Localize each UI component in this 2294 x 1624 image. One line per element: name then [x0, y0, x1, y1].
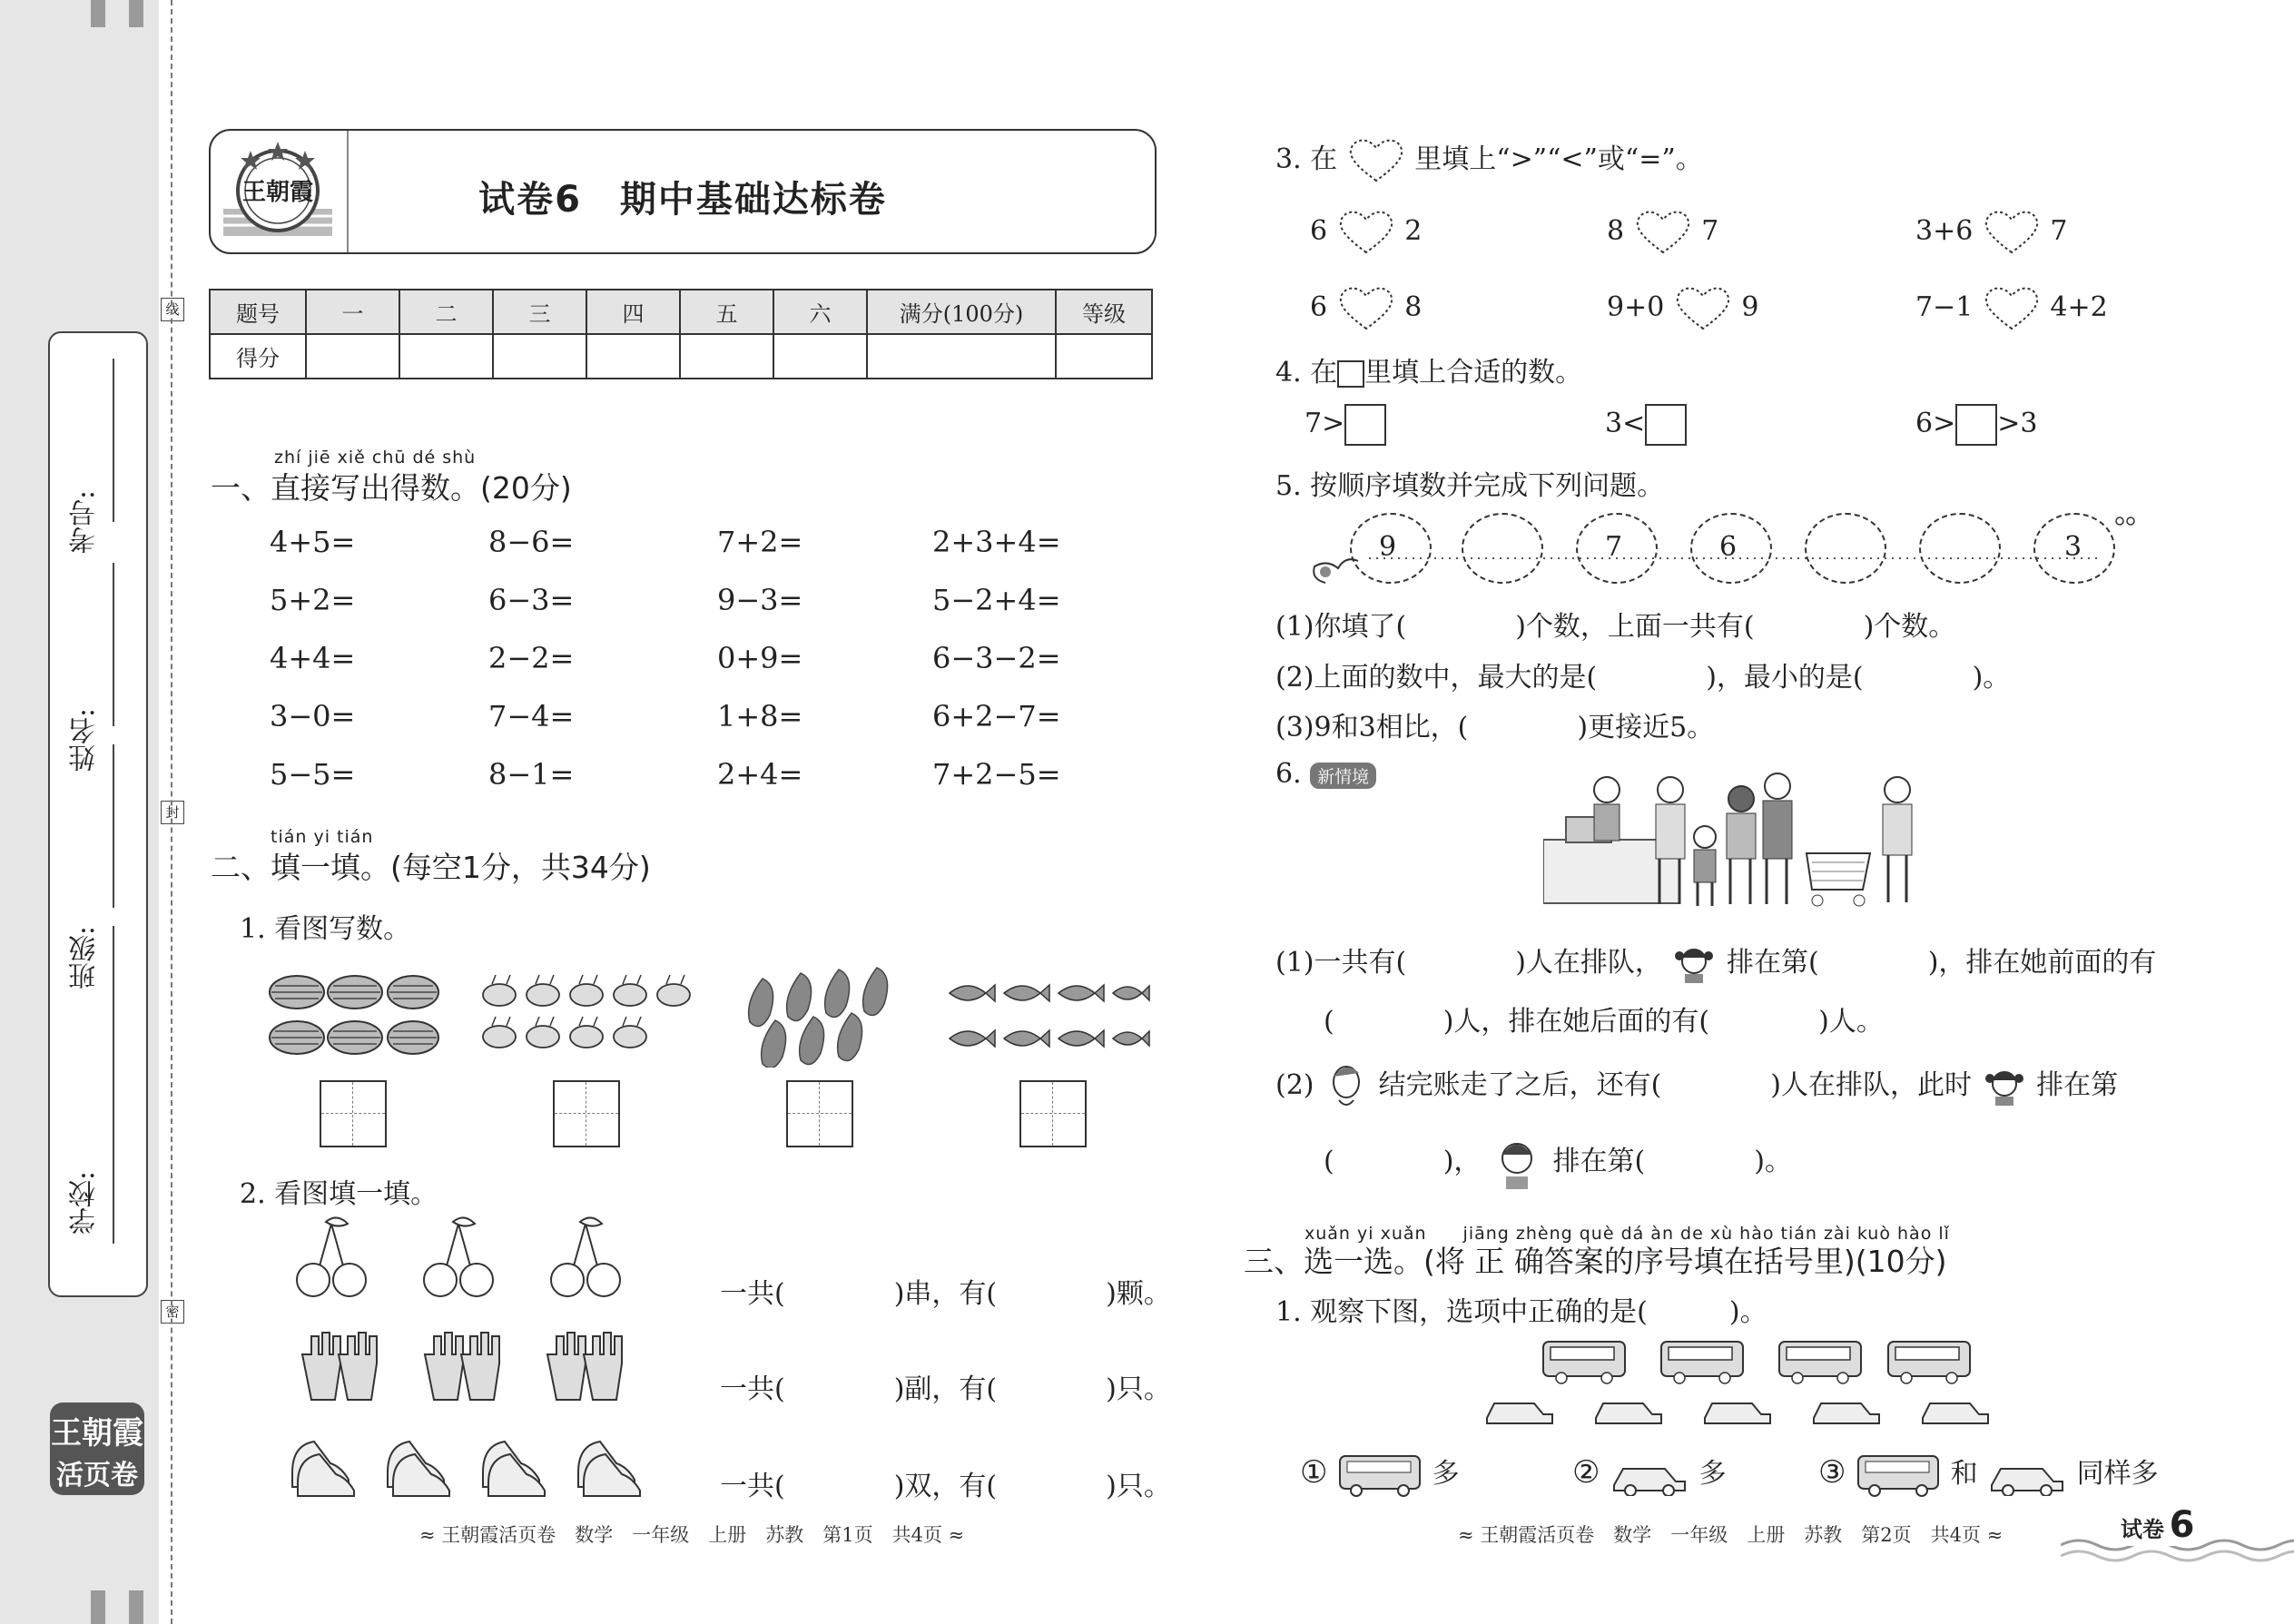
q3-item [1607, 283, 1759, 334]
q3-prefix: 3. 在 [1275, 143, 1338, 175]
score-header-cell: 等级 [1056, 290, 1152, 334]
brand-line1: 王朝霞 [51, 1415, 143, 1452]
q6-header [1275, 758, 1376, 790]
section2-q1: 1. 看图写数。 [240, 913, 411, 945]
equation: 7+2−5= [932, 757, 1061, 792]
heart-blank[interactable] [1982, 207, 2042, 258]
equation: 0+9= [717, 641, 803, 675]
q3-left: 8 [1607, 215, 1625, 247]
q3-right: 7 [1701, 215, 1719, 247]
bus-icon [1336, 1451, 1423, 1500]
option-3[interactable] [1818, 1451, 2159, 1500]
score-header-cell: 三 [493, 290, 586, 334]
section1-pinyin: zhí jiē xiě chū dé shù [274, 448, 477, 468]
number-circle[interactable] [1919, 513, 2001, 584]
heart-blank[interactable] [1633, 207, 1693, 258]
q4-prefix: 4. 在 [1275, 357, 1338, 389]
title-box [209, 129, 1157, 254]
circle-number: 6 [1719, 531, 1738, 563]
brand-badge [50, 1403, 144, 1495]
paper-tag-label: 试卷 [2121, 1517, 2164, 1542]
boy-icon [1490, 1135, 1544, 1191]
q2-line: 一共( )双，有( )只。 [720, 1471, 1171, 1502]
pepper-icon [744, 960, 899, 1068]
heart-blank[interactable] [1336, 283, 1396, 334]
equation: 1+8= [717, 699, 803, 733]
name-label: 姓名: [69, 708, 101, 773]
paper-tag-number: 6 [2169, 1504, 2195, 1546]
q3-item [1310, 283, 1422, 334]
option-text: 同样多 [2076, 1458, 2159, 1490]
paper-tag [2115, 1504, 2200, 1546]
q6-l4a: ( )， [1324, 1146, 1482, 1177]
student-info-box [48, 331, 148, 1297]
q3-left: 3+6 [1915, 215, 1974, 247]
q4-item [1305, 404, 1386, 446]
answer-grid[interactable] [1019, 1080, 1087, 1147]
option-mark: ② [1572, 1454, 1600, 1491]
score-cell[interactable] [867, 334, 1056, 379]
car-icon [1986, 1454, 2068, 1496]
bus-icon [1855, 1451, 1942, 1500]
option-mark: ① [1300, 1454, 1328, 1491]
section3-title: 三、选一选。(将 正 确答案的序号填在括号里)(10分) [1244, 1244, 1947, 1279]
equation: 8−1= [488, 757, 575, 792]
girl-icon [1981, 1066, 2028, 1107]
number-circle[interactable] [1805, 513, 1886, 584]
school-field[interactable] [113, 926, 114, 1244]
cut-mark-seal: 封 [161, 801, 184, 824]
q3-right: 2 [1404, 215, 1423, 247]
svg-text:王朝霞: 王朝霞 [241, 179, 314, 206]
q6-l1a: (1)一共有( )人在排队， [1275, 947, 1662, 979]
q2-line: 一共( )副，有( )只。 [720, 1373, 1171, 1405]
q4-left: 3< [1605, 408, 1646, 439]
heart-blank[interactable] [1673, 283, 1733, 334]
bee-icon [479, 969, 697, 1060]
answer-box[interactable] [1955, 404, 1997, 446]
circle-number: 3 [2064, 531, 2082, 563]
q6-l3c: 排在第 [2036, 1069, 2119, 1101]
s3-q1: 1. 观察下图，选项中正确的是( )。 [1275, 1296, 1767, 1328]
score-header-cell: 五 [680, 290, 773, 334]
equation: 9−3= [717, 583, 803, 617]
number-circle[interactable] [1462, 513, 1543, 584]
glove-icon [295, 1327, 658, 1418]
heart-blank[interactable] [1336, 207, 1396, 258]
equation: 4+5= [270, 525, 356, 559]
score-header-cell: 一 [306, 290, 399, 334]
q3-suffix: 里填上“>”“<”或“=”。 [1414, 143, 1703, 175]
exam-no-label: 考号: [69, 490, 101, 555]
option-mid: 和 [1950, 1458, 1978, 1490]
q6-line1 [1275, 940, 2156, 985]
heart-blank[interactable] [1982, 283, 2042, 334]
equation: 2−2= [488, 641, 575, 675]
q4-item [1915, 404, 2037, 446]
man-icon [1323, 1060, 1370, 1113]
q4-item [1605, 404, 1687, 446]
section2-title: 二、填一填。(每空1分，共34分) [211, 850, 651, 885]
q3-left: 7−1 [1915, 291, 1974, 323]
q6-line4 [1324, 1135, 1792, 1191]
car-icon [1609, 1454, 1690, 1496]
school-label: 学校: [69, 1171, 101, 1235]
option-mark: ③ [1818, 1454, 1846, 1491]
section3-pinyin: xuǎn yi xuǎn jiāng zhèng què dá àn de xù hào tián zài kuò hào lǐ [1305, 1224, 1950, 1244]
score-table-header-row [210, 290, 1152, 334]
q3-item [1915, 283, 2108, 334]
score-header-cell: 四 [586, 290, 680, 334]
cut-line [171, 0, 172, 1624]
cut-mark-line: 线 [161, 298, 184, 321]
class-field[interactable] [113, 744, 114, 908]
score-header-cell: 六 [773, 290, 867, 334]
score-cell[interactable] [493, 334, 586, 379]
watermelon-icon [268, 969, 440, 1060]
q3-left: 9+0 [1607, 291, 1665, 323]
q4-left: 6> [1915, 408, 1956, 439]
binding-bar [91, 1590, 105, 1624]
q4-prompt [1275, 349, 1582, 389]
answer-grid[interactable] [553, 1080, 620, 1147]
equation: 6+2−7= [932, 699, 1061, 733]
brand-line2: 活页卷 [56, 1460, 138, 1491]
q4-right: >3 [1997, 408, 2038, 439]
new-context-badge: 新情境 [1310, 763, 1376, 789]
score-table-row [210, 334, 1152, 379]
square-icon [1337, 360, 1364, 388]
score-table [209, 289, 1153, 379]
equation: 7+2= [717, 525, 803, 559]
score-cell[interactable] [773, 334, 867, 379]
fish-icon [944, 973, 1153, 1060]
answer-grid[interactable] [786, 1080, 853, 1147]
q5-line: (3)9和3相比，( )更接近5。 [1275, 712, 1715, 743]
binding-bar [91, 0, 105, 27]
cut-mark-secret: 密 [161, 1300, 184, 1324]
q3-right: 4+2 [2050, 291, 2108, 323]
score-header-cell: 题号 [210, 290, 306, 334]
score-header-cell: 二 [399, 290, 493, 334]
q3-left: 6 [1310, 215, 1328, 247]
q3-prompt [1275, 136, 1703, 184]
answer-box[interactable] [1344, 404, 1386, 446]
footer-left: ≈ 王朝霞活页卷 数学 一年级 上册 苏教 第1页 共4页 ≈ [419, 1524, 965, 1546]
equation: 5+2= [270, 583, 356, 617]
score-cell[interactable] [306, 334, 399, 379]
equation: 8−6= [488, 525, 575, 559]
class-label: 班级: [69, 926, 101, 990]
equation: 5−5= [270, 757, 356, 792]
answer-grid[interactable] [320, 1080, 387, 1147]
equation: 5−2+4= [932, 583, 1061, 617]
name-field[interactable] [113, 563, 114, 726]
q5-line: (2)上面的数中，最大的是( )，最小的是( )。 [1275, 662, 2011, 694]
circle-number: 7 [1605, 531, 1623, 563]
q6-l3b: 结完账走了之后，还有( )人在排队，此时 [1378, 1069, 1973, 1101]
heart-icon [1346, 137, 1406, 184]
q6-l1b: 排在第( )，排在她前面的有 [1727, 947, 2157, 979]
option-2[interactable] [1572, 1451, 1727, 1496]
section2-q2: 2. 看图填一填。 [240, 1178, 438, 1210]
equation: 2+4= [717, 757, 803, 792]
option-text: 多 [1698, 1458, 1727, 1490]
score-row-label: 得分 [210, 334, 306, 379]
circle-number: 9 [1379, 531, 1397, 563]
q6-line2: ( )人，排在她后面的有( )人。 [1324, 1006, 1884, 1038]
score-cell[interactable] [586, 334, 680, 379]
q6-l3a: (2) [1275, 1069, 1314, 1101]
bus-and-car-icon [1480, 1334, 2006, 1434]
exam-no-field[interactable] [113, 359, 114, 522]
equation: 2+3+4= [932, 525, 1061, 559]
binding-bar [129, 0, 143, 27]
checkout-queue-illustration [1543, 763, 1925, 912]
cherry-icon [295, 1216, 649, 1307]
q5-prompt: 5. 按顺序填数并完成下列问题。 [1275, 470, 1665, 502]
equation: 4+4= [270, 641, 356, 675]
q4-suffix: 里填上合适的数。 [1364, 357, 1583, 389]
q6-line3 [1275, 1060, 2118, 1113]
score-cell[interactable] [1056, 334, 1152, 379]
q3-item [1607, 207, 1718, 258]
section2-pinyin: tián yi tián [271, 827, 374, 847]
equation: 3−0= [270, 699, 356, 733]
girl-icon [1670, 943, 1718, 985]
page-title: 试卷6 期中基础达标卷 [478, 179, 887, 221]
binding-bar [129, 1590, 143, 1624]
answer-box[interactable] [1645, 404, 1687, 446]
section1-title: 一、直接写出得数。(20分) [211, 470, 572, 506]
footer-right: ≈ 王朝霞活页卷 数学 一年级 上册 苏教 第2页 共4页 ≈ [1458, 1524, 2004, 1546]
q6-l4b: 排在第( )。 [1552, 1146, 1792, 1177]
option-text: 多 [1432, 1458, 1460, 1490]
q6-number: 6. [1275, 758, 1302, 790]
score-cell[interactable] [399, 334, 493, 379]
q4-left: 7> [1305, 408, 1345, 439]
option-1[interactable] [1300, 1451, 1460, 1500]
equation: 6−3−2= [932, 641, 1061, 675]
q3-right: 7 [2050, 215, 2068, 247]
q5-line: (1)你填了( )个数，上面一共有( )个数。 [1275, 611, 1956, 643]
q2-line: 一共( )串，有( )颗。 [720, 1278, 1171, 1310]
equation: 7−4= [488, 699, 575, 733]
score-cell[interactable] [680, 334, 773, 379]
q3-item [1915, 207, 2068, 258]
equation: 6−3= [488, 583, 575, 617]
q3-right: 8 [1404, 291, 1423, 323]
score-header-cell: 满分(100分) [867, 290, 1056, 334]
q3-right: 9 [1741, 291, 1759, 323]
shoe-icon [289, 1427, 670, 1500]
q3-item [1310, 207, 1422, 258]
q3-left: 6 [1310, 291, 1328, 323]
